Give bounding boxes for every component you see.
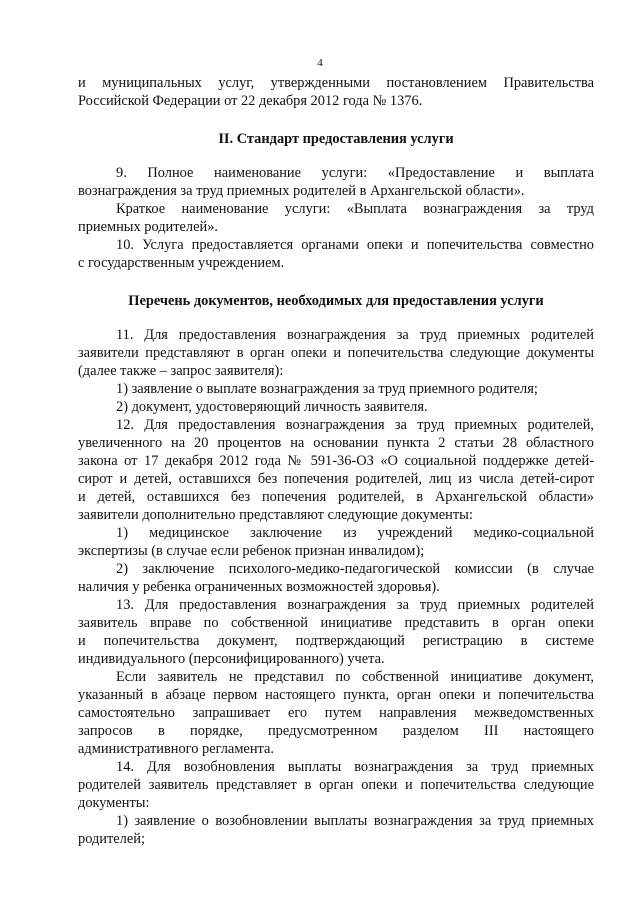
text-line: индивидуального (персонифицированного) учета. bbox=[78, 651, 385, 667]
text-line: запросов в порядке, предусмотренном разделом III настоящего bbox=[78, 723, 594, 739]
text-line: 14. Для возобновления выплаты вознаграждения за труд приемных bbox=[116, 759, 594, 775]
text-line: и попечительства документ, подтверждающий регистрацию в системе bbox=[78, 633, 594, 649]
text-line: административного регламента. bbox=[78, 741, 274, 757]
text-line: родителей заявитель представляет в орган опеки и попечительства следующие bbox=[78, 777, 594, 793]
text-line: заявители дополнительно представляют следующие документы: bbox=[78, 507, 473, 523]
paragraph-gap bbox=[78, 272, 594, 292]
text-line: родителей; bbox=[78, 831, 145, 847]
text-line: 2) заключение психолого-медико-педагогической комиссии (в случае bbox=[116, 561, 594, 577]
text-line: самостоятельно запрашивает его путем направления межведомственных bbox=[78, 705, 594, 721]
text-line: Краткое наименование услуги: «Выплата вознаграждения за труд bbox=[116, 201, 594, 217]
text-line: 2) документ, удостоверяющий личность заявителя. bbox=[116, 399, 428, 415]
text-line: 12. Для предоставления вознаграждения за труд приемных родителей, bbox=[116, 417, 594, 433]
text-line: 1) медицинское заключение из учреждений медико-социальной bbox=[116, 525, 594, 541]
text-line: указанный в абзаце первом настоящего пункта, орган опеки и попечительства bbox=[78, 687, 594, 703]
text-line: (далее также – запрос заявителя): bbox=[78, 363, 284, 379]
section-heading: II. Стандарт предоставления услуги bbox=[218, 131, 454, 147]
section-heading: Перечень документов, необходимых для предоставления услуги bbox=[128, 293, 544, 309]
page-number: 4 bbox=[317, 57, 323, 69]
text-line: с государственным учреждением. bbox=[78, 255, 285, 271]
text-line: вознаграждения за труд приемных родителей в Архангельской области». bbox=[78, 183, 525, 199]
text-line: 9. Полное наименование услуги: «Предоставление и выплата bbox=[116, 165, 594, 181]
text-line: и детей, оставшихся без попечения родителей, в Архангельской области» bbox=[78, 489, 594, 505]
text-line: 1) заявление о возобновлении выплаты вознаграждения за труд приемных bbox=[116, 813, 594, 829]
text-line: документы: bbox=[78, 795, 150, 811]
text-line: 13. Для предоставления вознаграждения за труд приемных родителей bbox=[116, 597, 594, 613]
text-line: и муниципальных услуг, утвержденными постановлением Правительства bbox=[78, 75, 594, 91]
paragraph-gap bbox=[78, 110, 594, 130]
text-line: сирот и детей, оставшихся без попечения родителей, лиц из числа детей-сирот bbox=[78, 471, 594, 487]
paragraph-gap bbox=[78, 310, 594, 326]
text-line: увеличенного на 20 процентов на основании пункта 2 статьи 28 областного bbox=[78, 435, 594, 451]
text-line: 1) заявление о выплате вознаграждения за труд приемного родителя; bbox=[116, 381, 538, 397]
paragraph-gap bbox=[78, 148, 594, 164]
text-line: заявитель вправе по собственной инициативе представить в орган опеки bbox=[78, 615, 594, 631]
text-line: экспертизы (в случае если ребенок признан инвалидом); bbox=[78, 543, 425, 559]
text-line: закона от 17 декабря 2012 года № 591-36-ОЗ «О социальной поддержке детей- bbox=[78, 453, 594, 469]
text-line: 10. Услуга предоставляется органами опеки и попечительства совместно bbox=[116, 237, 594, 253]
document-body bbox=[78, 74, 594, 848]
text-line: приемных родителей». bbox=[78, 219, 218, 235]
text-line: заявители представляют в орган опеки и попечительства следующие документы bbox=[78, 345, 594, 361]
text-line: Если заявитель не представил по собственной инициативе документ, bbox=[116, 669, 594, 685]
text-line: 11. Для предоставления вознаграждения за труд приемных родителей bbox=[116, 327, 594, 343]
text-line: Российской Федерации от 22 декабря 2012 года № 1376. bbox=[78, 93, 423, 109]
text-line: наличия у ребенка ограниченных возможностей здоровья). bbox=[78, 579, 440, 595]
